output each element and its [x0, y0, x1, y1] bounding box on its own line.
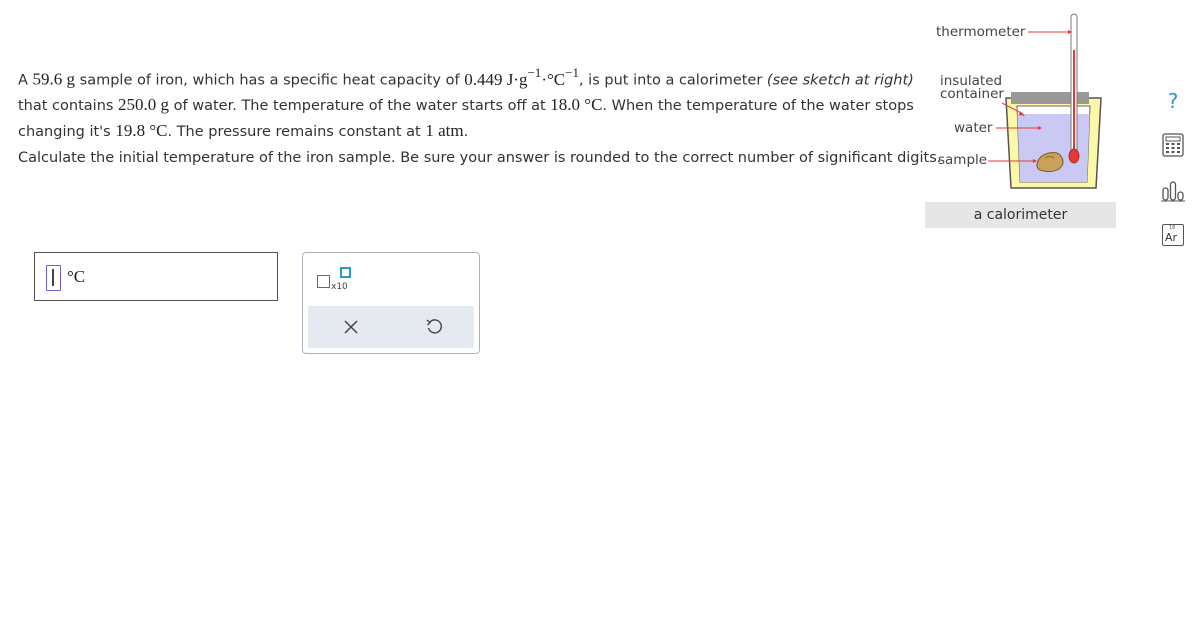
calorimeter-sketch: [920, 10, 1120, 230]
help-button[interactable]: [1157, 85, 1189, 117]
math-tool-panel: [302, 252, 480, 354]
tool-actions: [308, 306, 474, 348]
mantissa-box-icon: [317, 275, 330, 288]
start-temperature: 18.0 °C: [550, 95, 603, 115]
periodic-table-icon: [1162, 224, 1184, 246]
data-chart-icon: [1161, 180, 1185, 202]
periodic-number: 18: [1169, 225, 1176, 231]
calculator-button[interactable]: [1157, 129, 1189, 161]
calculator-icon: [1162, 133, 1184, 157]
insulated-label-line1: insulated: [940, 73, 1003, 89]
clear-button[interactable]: [337, 314, 365, 340]
specific-heat-value: 0.449 $J\cdot g^{-1}\cdot^\circ C^{-1}$: [464, 65, 579, 89]
water-mass: 250.0 g: [118, 95, 170, 115]
exponent-box-icon: [340, 267, 351, 278]
x10-label: x10: [331, 282, 348, 292]
periodic-table-button[interactable]: [1157, 219, 1189, 251]
water-shape: [1017, 114, 1089, 182]
data-chart-button[interactable]: [1157, 175, 1189, 207]
iron-mass: 59.6 g: [32, 69, 76, 89]
unit-label: °C: [67, 267, 86, 286]
calorimeter-caption: a calorimeter: [925, 202, 1116, 228]
problem-statement: A 59.6 g sample of iron, which has a specific heat capacity of 0.449 $J\cdot g^{-1}\cdot^\circ C^{-1}$, is put into a calorimeter (see sketch at right) that contains 250.0 g of water. The temperature of the water starts off at 18.0 °C. When the temperature of the water stops changing it's 19.8 °C. The pressure remains constant at 1 atm.: [18, 65, 914, 140]
input-cursor-placeholder[interactable]: [46, 265, 61, 291]
close-icon: [344, 320, 358, 334]
question-text: Calculate the initial temperature of the iron sample. Be sure your answer is rounded to the correct number of significant digits.: [18, 150, 942, 166]
scientific-notation-button[interactable]: [316, 265, 356, 293]
insulated-label-line2: container: [940, 86, 1004, 102]
end-temperature: 19.8 °C: [115, 120, 168, 140]
undo-button[interactable]: [420, 314, 448, 340]
pressure-value: 1 atm: [425, 120, 464, 140]
periodic-symbol: Ar: [1165, 231, 1178, 244]
water-label: water: [954, 120, 993, 136]
sample-label: sample: [938, 152, 988, 168]
help-icon: ?: [1167, 89, 1179, 113]
answer-input[interactable]: [34, 252, 278, 301]
undo-icon: [425, 318, 443, 336]
thermometer-label: thermometer: [936, 24, 1026, 40]
